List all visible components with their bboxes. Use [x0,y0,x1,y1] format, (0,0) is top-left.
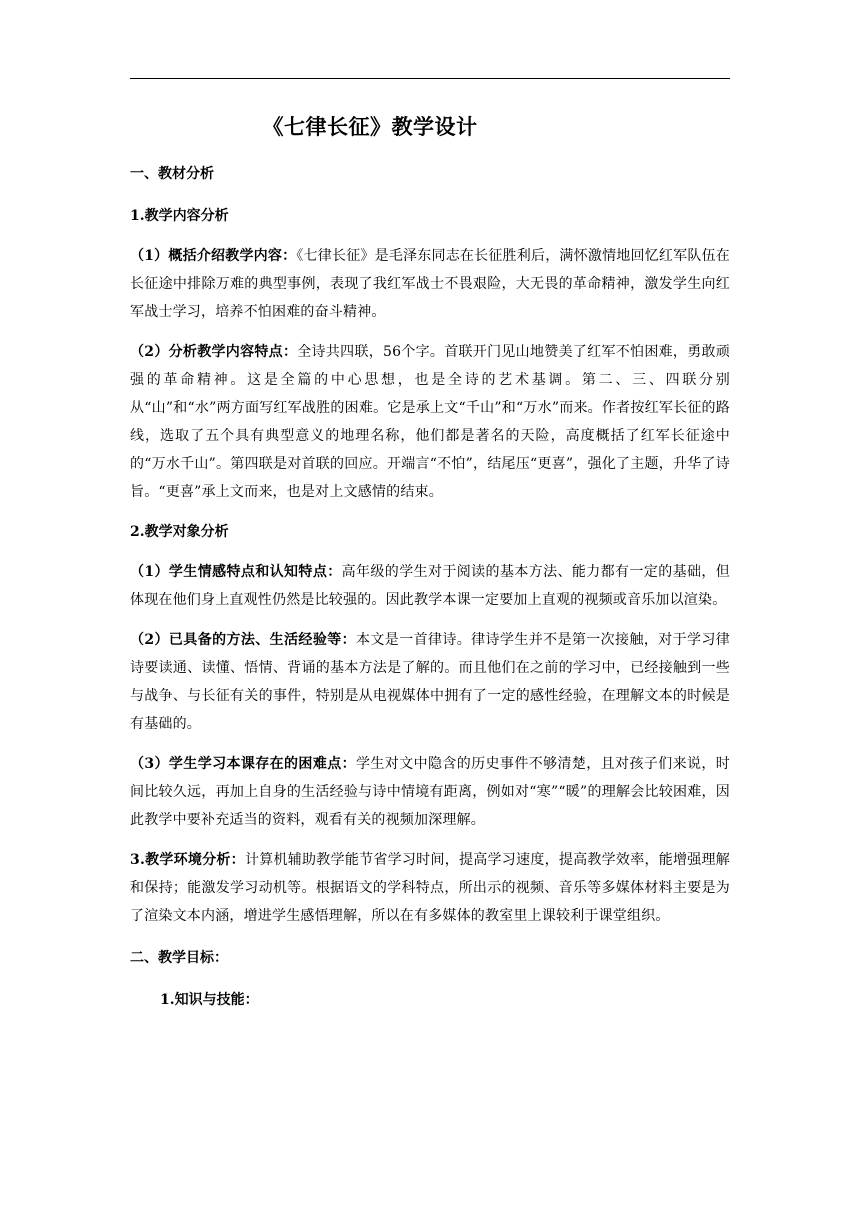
paragraph-environment [130,846,730,930]
section-heading-analysis: 一、教材分析 [130,166,214,182]
paragraph-label: 3.教学环境分析： [130,852,245,868]
subsection-heading-students: 2.教学对象分析 [130,524,229,540]
paragraph-student-emotion [130,558,730,614]
paragraph-text: 全诗共四联，56个字。首联开门见山地赞美了红军不怕困难，勇敢顽强的革命精神。这是全篇的中心思想，也是全诗的艺术基调。第二、三、四联分别从“山”和“水”两方面写红军战胜的困难。它是承上文“千山”和“万水”而来。作者按红军长征的路线，选取了五个具有典型意义的地理名称，他们都是著名的天险，高度概括了红军长征途中的“万水千山”。第四联是对首联的回应。开端言“不怕”，结尾压“更喜”，强化了主题，升华了诗旨。“更喜”承上文而来，也是对上文感情的结束。 [130,344,730,500]
paragraph-student-experience [130,626,730,738]
paragraph-label: （3）学生学习本课存在的困难点： [130,756,357,772]
subsection-heading-knowledge: 1.知识与技能： [160,992,259,1008]
paragraph-text: 计算机辅助教学能节省学习时间，提高学习速度，提高教学效率，能增强理解和保持；能激发学习动机等。根据语文的学科特点，所出示的视频、音乐等多媒体材料主要是为了渲染文本内涵，增进学生感悟理解，所以在有多媒体的教室里上课较利于课堂组织。 [130,852,730,924]
header-rule [130,78,730,79]
document-title: 《七律长征》教学设计 [262,114,478,139]
paragraph-label: （1）概括介绍教学内容： [130,248,297,264]
paragraph-content-summary [130,242,730,326]
document-body [130,160,730,1014]
paragraph-label: （2）分析教学内容特点： [130,344,298,360]
paragraph-text: 《七律长征》是毛泽东同志在长征胜利后，满怀激情地回忆红军队伍在长征途中排除万难的典型事例，表现了我红军战士不畏艰险，大无畏的革命精神，激发学生向红军战士学习，培养不怕困难的奋斗精神。 [130,248,730,320]
paragraph-text: 高年级的学生对于阅读的基本方法、能力都有一定的基础，但体现在他们身上直观性仍然是比较强的。因此教学本课一定要加上直观的视频或音乐加以渲染。 [130,564,730,608]
paragraph-text: 学生对文中隐含的历史事件不够清楚，且对孩子们来说，时间比较久远，再加上自身的生活经验与诗中情境有距离，例如对“寒”“暖”的理解会比较困难，因此教学中要补充适当的资料，观看有关的视频加深理解。 [130,756,730,828]
paragraph-label: （2）已具备的方法、生活经验等： [130,632,357,648]
paragraph-text: 本文是一首律诗。律诗学生并不是第一次接触，对于学习律诗要读通、读懂、悟情、背诵的基本方法是了解的。而且他们在之前的学习中，已经接触到一些与战争、与长征有关的事件，特别是从电视媒体中拥有了一定的感性经验，在理解文本的时候是有基础的。 [130,632,730,732]
paragraph-student-difficulties [130,750,730,834]
paragraph-label: （1）学生情感特点和认知特点： [130,564,342,580]
subsection-heading-content: 1.教学内容分析 [130,208,229,224]
section-heading-goals: 二、教学目标： [130,950,228,966]
paragraph-content-features [130,338,730,506]
